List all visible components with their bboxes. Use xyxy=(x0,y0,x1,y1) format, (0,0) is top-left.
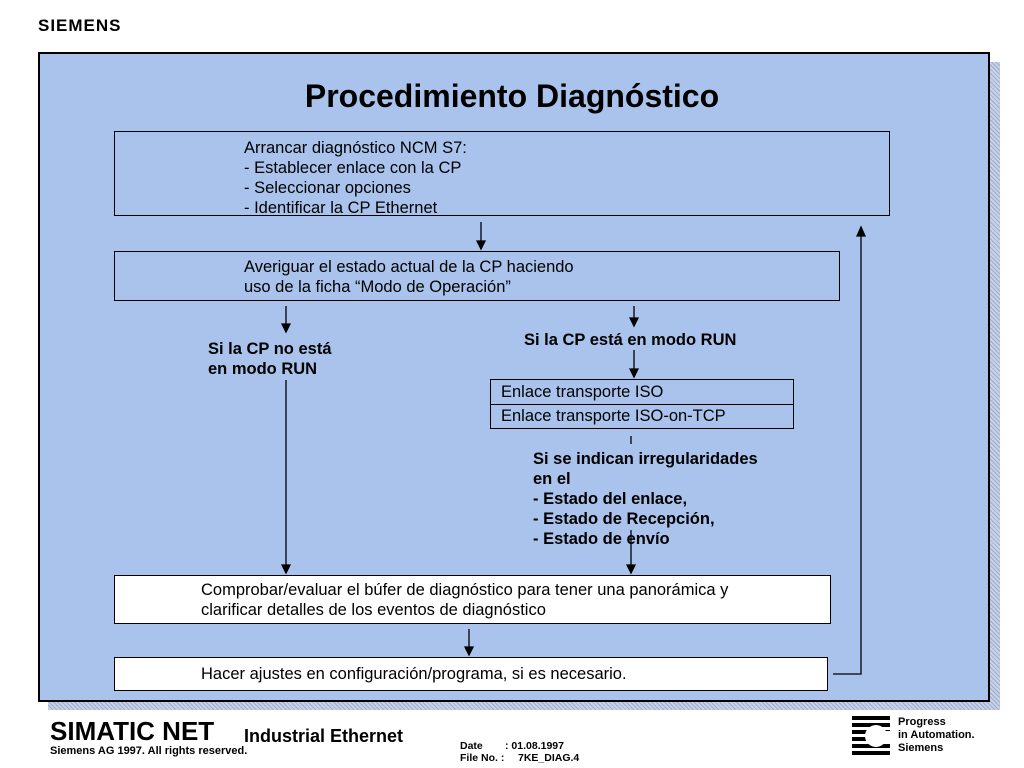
arrow-head-7 xyxy=(465,647,473,655)
arrow-head-1 xyxy=(477,241,485,249)
iso-transport-label: Enlace transporte ISO xyxy=(501,383,664,401)
date-label: Date xyxy=(460,740,483,752)
arrow-head-5 xyxy=(282,565,290,573)
adjust-label: Hacer ajustes en configuración/programa, si es necesario. xyxy=(201,665,627,683)
state-line-1: Averiguar el estado actual de la CP haciendo xyxy=(244,258,574,276)
run-label: Si la CP está en modo RUN xyxy=(524,331,737,349)
footer-subtitle: Industrial Ethernet xyxy=(244,726,404,746)
file-value: 7KE_DIAG.4 xyxy=(518,752,580,764)
start-line-3: - Seleccionar opciones xyxy=(244,179,411,197)
slogan-line-1: Progress xyxy=(898,716,946,728)
start-line-4: - Identificar la CP Ethernet xyxy=(244,199,438,217)
check-line-2: clarificar detalles de los eventos de diagnóstico xyxy=(201,601,546,619)
date-value: : 01.08.1997 xyxy=(505,740,564,752)
iso-on-tcp-label: Enlace transporte ISO-on-TCP xyxy=(501,407,726,425)
arrow-head-8 xyxy=(857,227,865,236)
state-line-2: uso de la ficha “Modo de Operación” xyxy=(244,278,511,296)
irregular-line-5: - Estado de envío xyxy=(533,530,670,548)
siemens-c-icon xyxy=(852,714,892,762)
slide-title: Procedimiento Diagnóstico xyxy=(304,78,720,114)
loop-back-line xyxy=(833,228,861,674)
start-line-1: Arrancar diagnóstico NCM S7: xyxy=(244,139,467,157)
slogan xyxy=(898,716,975,755)
start-line-2: - Establecer enlace con la CP xyxy=(244,159,462,177)
irregular-line-3: - Estado del enlace, xyxy=(533,490,688,508)
arrow-head-6 xyxy=(627,565,635,573)
not-run-line-1: Si la CP no está xyxy=(208,340,332,358)
slogan-line-2: in Automation. xyxy=(898,729,975,741)
siemens-logo: SIEMENS xyxy=(38,16,122,35)
file-label: File No. : xyxy=(460,752,505,764)
arrow-head-4 xyxy=(630,369,638,377)
footer-copyright: Siemens AG 1997. All rights reserved. xyxy=(50,745,248,757)
footer-product: SIMATIC NET xyxy=(50,716,215,746)
irregular-line-4: - Estado de Recepción, xyxy=(533,510,715,528)
arrow-head-2 xyxy=(282,324,290,332)
irregular-line-1: Si se indican irregularidades xyxy=(533,450,758,468)
arrow-head-3 xyxy=(630,318,638,326)
irregular-line-2: en el xyxy=(533,470,571,488)
check-line-1: Comprobar/evaluar el búfer de diagnóstico para tener una panorámica y xyxy=(201,581,729,599)
not-run-line-2: en modo RUN xyxy=(208,360,318,378)
slogan-line-3: Siemens xyxy=(898,742,944,754)
